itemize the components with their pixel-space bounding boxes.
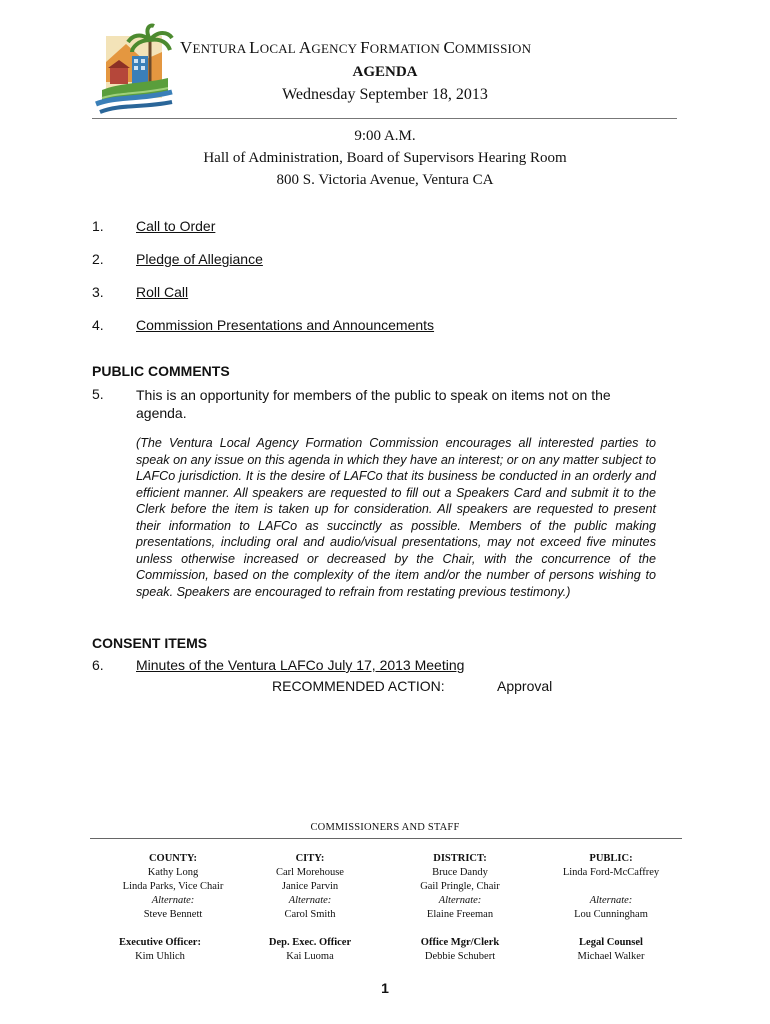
office-manager-clerk bbox=[390, 936, 530, 964]
column-heading: PUBLIC: bbox=[589, 853, 633, 864]
document-type: AGENDA bbox=[352, 64, 418, 80]
item-presentations: Commission Presentations and Announcements bbox=[136, 317, 435, 333]
item-number: 1. bbox=[92, 218, 104, 234]
alternate-label: Alternate: bbox=[438, 895, 482, 906]
deputy-executive-officer bbox=[240, 936, 380, 964]
public-comments-heading: PUBLIC COMMENTS bbox=[92, 363, 230, 379]
officer-title: Dep. Exec. Officer bbox=[268, 937, 352, 948]
item-number: 3. bbox=[92, 284, 104, 300]
alternate-name: Carol Smith bbox=[284, 909, 336, 920]
column-heading: DISTRICT: bbox=[433, 853, 487, 864]
item-number: 2. bbox=[92, 251, 104, 267]
staff-heading: COMMISSIONERS AND STAFF bbox=[310, 822, 460, 833]
item-number: 6. bbox=[92, 657, 104, 673]
officer-title: Legal Counsel bbox=[579, 937, 643, 948]
officer-title: Executive Officer: bbox=[119, 937, 201, 948]
meeting-time: 9:00 A.M. bbox=[354, 128, 416, 144]
column-heading: COUNTY: bbox=[148, 853, 198, 864]
alternate-label: Alternate: bbox=[589, 895, 633, 906]
public-comments-text: This is an opportunity for members of the public to speak on items not on the agenda. bbox=[136, 387, 611, 421]
alternate-label: Alternate: bbox=[151, 895, 195, 906]
officer-name: Michael Walker bbox=[577, 951, 645, 962]
consent-items-heading: CONSENT ITEMS bbox=[92, 635, 208, 651]
alternate-name: Steve Bennett bbox=[143, 909, 203, 920]
commissioner-name: Gail Pringle, Chair bbox=[420, 881, 500, 892]
officer-name: Debbie Schubert bbox=[424, 951, 496, 962]
commissioner-name: Linda Parks, Vice Chair bbox=[122, 881, 224, 892]
staff-divider bbox=[90, 838, 682, 839]
commissioner-name: Janice Parvin bbox=[281, 881, 339, 892]
meeting-date: Wednesday September 18, 2013 bbox=[282, 86, 488, 103]
city-column bbox=[240, 852, 380, 922]
page-number: 1 bbox=[381, 980, 389, 996]
item-number: 4. bbox=[92, 317, 104, 333]
recommended-action-label: RECOMMENDED ACTION: bbox=[272, 678, 445, 694]
organization-name: VENTURA LOCAL AGENCY FORMATION COMMISSION bbox=[180, 38, 532, 57]
public-column bbox=[541, 852, 681, 922]
item-pledge: Pledge of Allegiance bbox=[136, 251, 263, 267]
legal-counsel bbox=[541, 936, 681, 964]
commissioner-name: Bruce Dandy bbox=[432, 867, 488, 878]
alternate-name: Elaine Freeman bbox=[426, 909, 494, 920]
commissioner-name: Linda Ford-McCaffrey bbox=[562, 867, 660, 878]
lafco-logo bbox=[92, 22, 178, 120]
district-column bbox=[390, 852, 530, 922]
item-call-to-order: Call to Order bbox=[136, 218, 216, 234]
officer-name: Kim Uhlich bbox=[135, 951, 185, 962]
county-column bbox=[103, 852, 243, 922]
item-minutes: Minutes of the Ventura LAFCo July 17, 2013 Meeting bbox=[136, 657, 465, 673]
column-heading: CITY: bbox=[295, 853, 325, 864]
item-roll-call: Roll Call bbox=[136, 284, 189, 300]
meeting-address: 800 S. Victoria Avenue, Ventura CA bbox=[276, 172, 494, 188]
alternate-label: Alternate: bbox=[288, 895, 332, 906]
commissioner-name: Carl Morehouse bbox=[276, 867, 344, 878]
executive-officer bbox=[90, 936, 230, 964]
alternate-name: Lou Cunningham bbox=[574, 909, 648, 920]
commissioner-name: Kathy Long bbox=[147, 867, 199, 878]
meeting-place: Hall of Administration, Board of Supervisors Hearing Room bbox=[203, 150, 567, 166]
officer-title: Office Mgr/Clerk bbox=[420, 937, 500, 948]
officer-name: Kai Luoma bbox=[286, 951, 334, 962]
item-number: 5. bbox=[92, 386, 104, 402]
recommended-action-value: Approval bbox=[497, 678, 553, 694]
header-divider bbox=[92, 118, 677, 119]
commissioner-name bbox=[541, 880, 681, 894]
public-comments-note: (The Ventura Local Agency Formation Commission encourages all interested parties to speak on any issue on this agenda in which they have an interest; or on any matter subject to LAFCo jurisdiction. It is the desire of LAFCo that its business be conducted in an orderly and efficient manner. All speakers are requested to fill out a Speakers Card and submit it to the Clerk before the item is taken up for consideration. All speakers are requested to present their information to LAFCo as succinctly as possible. Members of the public making presentations, including oral and audio/visual presentations, may not exceed five minutes unless otherwise increased or decreased by the Chair, with the concurrence of the Commission, based on the complexity of the item and/or the number of persons wishing to speak. Speakers are encouraged to refrain from restating previous testimony.) bbox=[136, 436, 656, 599]
